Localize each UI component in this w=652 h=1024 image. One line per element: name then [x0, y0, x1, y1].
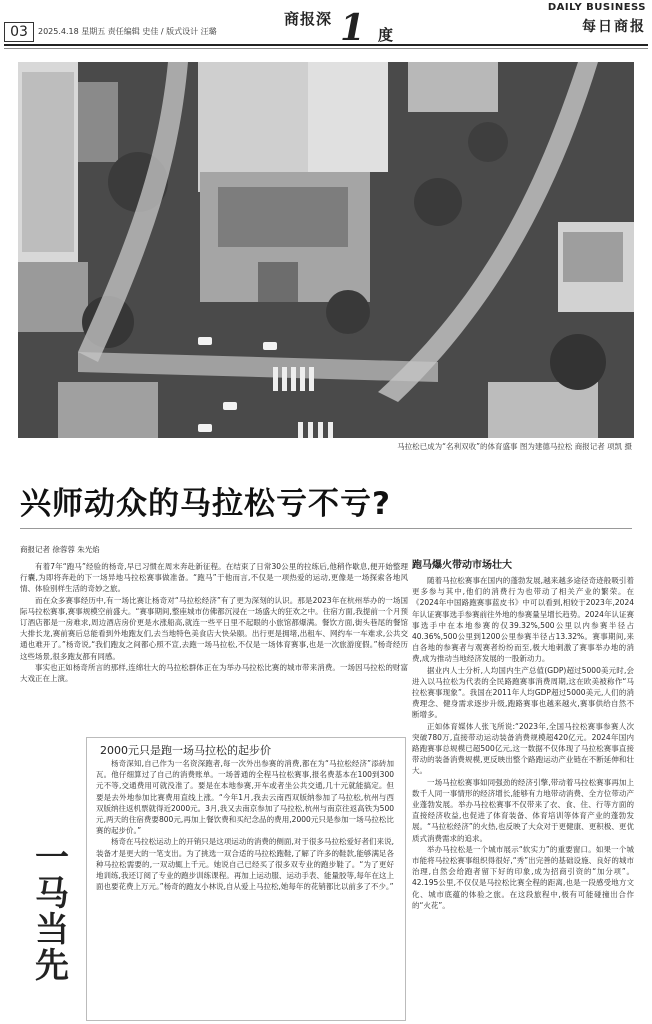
- box-title: 2000元只是跑一场马拉松的起步价: [100, 744, 271, 757]
- right-paragraph: 据业内人士分析,人均国内生产总值(GDP)超过5000美元时,会进入以马拉松为代表的全民路跑赛事消费周期,这在欧美被称作“马拉松赛事现象”。我国在2011年人均GDP超过5000美元,人们的消费理念、健身需求逐步升级,跑路赛事也越来越火,赛事供给自然不断增多。: [412, 665, 634, 720]
- page-number: 03: [4, 22, 34, 42]
- column-name-right: 度: [378, 26, 394, 44]
- right-column: [412, 575, 634, 911]
- intro-paragraph: 而在众多赛事经历中,有一场比赛让杨奇对“马拉松经济”有了更为深刻的认识。那是2023年在杭州举办的一场国际马拉松赛事,赛事规模空前盛大。“赛事期间,整座城市仿佛都沉浸在一场盛大的狂欢之中。住宿方面,我提前一个月预订酒店都是一房难求,周边酒店房价更是水涨船高,就连一些平日里不起眼的小旅馆都爆满。餐饮方面,街头巷尾的餐馆大排长龙,赛前赛后总能看到外地跑友们,去当地特色美食店大快朵颐。出行更是拥堵,出租车、网约车一车难求,公共交通也难开了。”杨奇说,“我们跑友之间都心照不宣,去跑一场马拉松,不仅是一场体育赛事,也是一次旅游度假。”杨奇经历这些场景,很多跑友都有同感。: [20, 595, 408, 661]
- right-subtitle: 跑马爆火带动市场壮大: [412, 560, 512, 571]
- brand-chinese: 每日商报: [582, 19, 646, 35]
- intro-paragraph: 有着7年“跑马”经验的杨奇,早已习惯在周末奔赴新征程。在结束了日常30公里的拉练后,他稍作歇息,便开始整理行囊,为即将奔赴的下一场异地马拉松赛事做准备。“跑马”于他而言,不仅是一项热爱的运动,更像是一场探索各地风情、体验别样生活的奇妙之旅。: [20, 562, 408, 594]
- box-paragraph: 杨奇在马拉松运动上的开销只是这项运动的消费的侧面,对于很多马拉松爱好者们来说,装备才是更大的一笔支出。为了挑选一双合适的马拉松跑鞋,了解了许多的鞋款,能够满足各种马拉松需要的,一双动辄上千元。她说自己已经买了很多双专业的跑步鞋了。“为了更好地训练,我还订阅了专业的跑步训练课程。再加上运动服、运动手表、能量胶等,每年在这上面也要花费上万元。”杨奇的跑友小林说,自从爱上马拉松,她每年的花销都比以前多了不少。”: [96, 837, 394, 892]
- box-body: [96, 758, 394, 892]
- right-paragraph: 随着马拉松赛事在国内的蓬勃发展,越来越多途径奇迹般吸引着更多参与其中,他们的消费行为也带动了相关产业的繁荣。在《2024年中国路跑赛事蓝皮书》中可以看到,相较于2023年,2024年认证赛事选手参赛前往外地的参赛量呈增长趋势。2024年认证赛事选手中在本地参赛的仅39.32%,500公里以内参赛半径占40.36%,500公里到1200公里参赛半径占13.32%。赛事期间,来自各地的参赛者与观赛者纷纷而至,极大地刺激了赛事举办地的消费,成为推动当地经济发展的一股新动力。: [412, 576, 634, 664]
- article-headline: 兴师动众的马拉松亏不亏?: [20, 486, 391, 522]
- right-paragraph: 举办马拉松是一个城市展示“软实力”的重要窗口。如果一个城市能将马拉松赛事组织得很好,“秀”出完善的基础设施、良好的城市治理,自然会给跑者留下好的印象,成为招商引资的“加分项”。42.195公里,不仅仅是马拉松比赛全程的距离,也是一段感受地方文化、城市底蕴的体验之旅。在这段旅程中,极有可能碰撞出合作的“火花”。: [412, 844, 634, 910]
- intro-paragraph: 事实也正如杨奇所言的那样,连绵壮大的马拉松群体正在为举办马拉松比赛的城市带来消费。一场因马拉松的财富大戏正在上演。: [20, 662, 408, 684]
- right-paragraph: 正如体育媒体人张飞所说:“2023年,全国马拉松赛事参赛人次突破780万,直接带动运动装备消费规模超420亿元。2024年国内路跑赛事总规模已超500亿元,这一数据不仅体现了马拉松赛事直接带动的装备消费规模,更反映出整个路跑运动产业链在不断延伸和壮大。: [412, 721, 634, 776]
- header-rule-thin: [4, 48, 648, 49]
- article-byline: 商报记者 徐蓉蓉 朱光焰: [20, 545, 100, 554]
- column-name-big: 1: [340, 7, 366, 49]
- intro-column: [20, 561, 408, 684]
- issue-meta-line: 2025.4.18 星期五 责任编辑 史佳 / 版式设计 汪璐: [38, 27, 217, 36]
- column-name-left: 商报深: [284, 10, 333, 28]
- right-paragraph: 一场马拉松赛事如同强劲的经济引擎,带动着马拉松赛事再加上数千人同一事情形的经济增长,能够有力地带动消费、全方位带动产业蓬勃发展。举办马拉松赛事不仅带来了衣、食、住、行等方面的直接经济收益,也促进了体育装备、体育培训等体育产业的蓬勃发展。“马拉松经济”的火热,也反映了大众对于更健康、更积极、更优质式消费需求的追求。: [412, 777, 634, 843]
- box-paragraph: 杨奇深知,自己作为一名资深跑者,每一次外出参赛的消费,都在为“马拉松经济”添砖加瓦。他仔细算过了自己的消费账单。一场普通的全程马拉松赛事,报名费基本在100到300元不等,交通费用可就没准了。要是在本地参赛,开车或者坐公共交通,几十元就能搞定。但要是去外地参加比赛费用直线上涨。“今年1月,我去云南西双版纳参加了马拉松,杭州与西双版纳往返机票就得近2000元。3月,我又去南京参加了马拉松,杭州与南京往返高铁为500元,两天的住宿费要800元,再加上餐饮费和买纪念品的费用,2000元只是参加一场马拉松比赛的起步价。”: [96, 759, 394, 836]
- header-rule: [4, 44, 648, 46]
- vertical-side-title: [30, 840, 74, 984]
- photo-caption: 马拉松已成为“名利双收”的体育盛事 图为建德马拉松 商报记者 项凯 摄: [397, 442, 632, 451]
- brand-english: DAILY BUSINESS: [547, 2, 646, 13]
- side-title-text: 一马当先: [35, 838, 69, 986]
- headline-rule: [20, 528, 632, 529]
- marathon-aerial-photo: [18, 62, 634, 438]
